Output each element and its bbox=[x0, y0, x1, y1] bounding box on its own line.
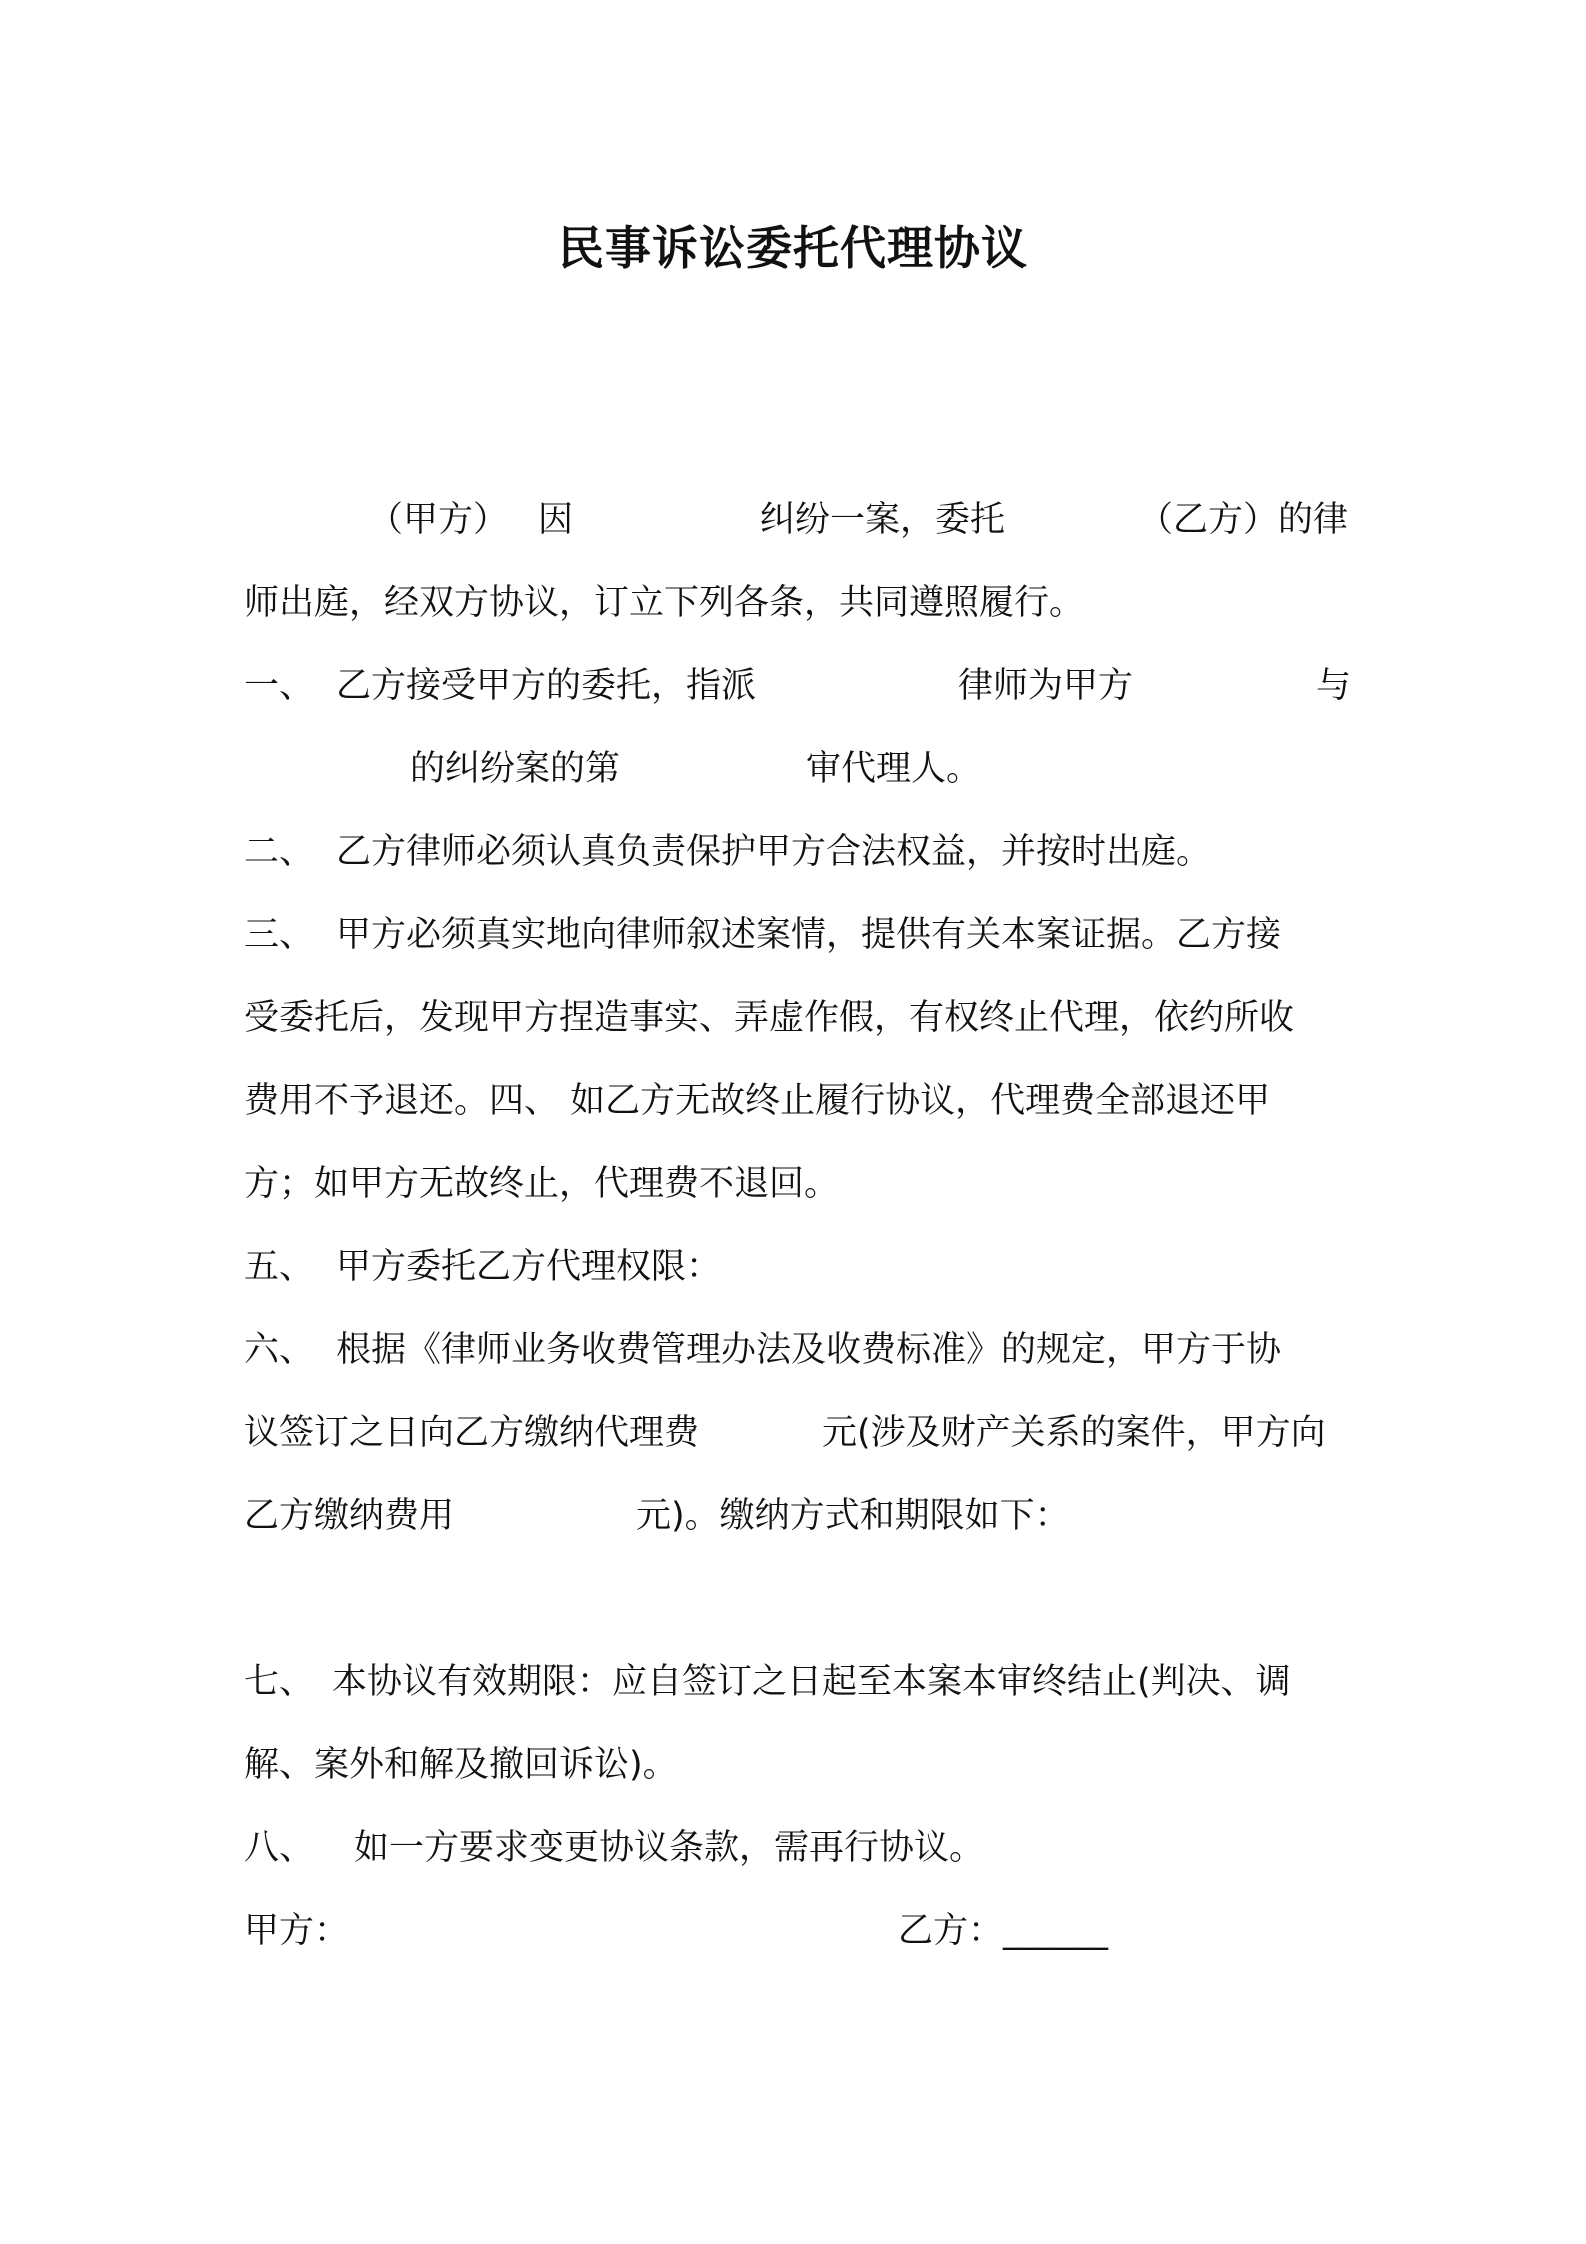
clause-1-text-e: 审代理人。 bbox=[806, 749, 982, 789]
signature-party-b: 乙方：______ bbox=[898, 1911, 1109, 1951]
clause-3-line-3: 费用不予退还。四、 如乙方无故终止履行协议，代理费全部退还甲 bbox=[244, 1081, 1271, 1121]
clause-8-number: 八、 bbox=[244, 1828, 315, 1868]
preamble-dispute-case: 纠纷一案，委托 bbox=[760, 500, 1006, 540]
preamble-party-b-lawyer: （乙方）的律 bbox=[1138, 500, 1349, 540]
clause-5-text: 甲方委托乙方代理权限： bbox=[336, 1247, 722, 1287]
clause-5-number: 五、 bbox=[244, 1247, 315, 1287]
clause-2-number: 二、 bbox=[244, 832, 315, 872]
clause-3-number: 三、 bbox=[244, 915, 315, 955]
document-title: 民事诉讼委托代理协议 bbox=[558, 221, 1028, 275]
clause-1-text-a: 乙方接受甲方的委托，指派 bbox=[336, 666, 757, 706]
clause-6-number: 六、 bbox=[244, 1330, 315, 1370]
clause-3-line-4: 方；如甲方无故终止，代理费不退回。 bbox=[244, 1164, 840, 1204]
clause-6-line-1: 根据《律师业务收费管理办法及收费标准》的规定，甲方于协 bbox=[336, 1330, 1282, 1370]
clause-1-text-d: 的纠纷案的第 bbox=[410, 749, 621, 789]
preamble-line-2: 师出庭，经双方协议，订立下列各条，共同遵照履行。 bbox=[244, 583, 1085, 623]
clause-7-line-2: 解、案外和解及撤回诉讼)。 bbox=[244, 1745, 678, 1785]
clause-1-number: 一、 bbox=[244, 666, 315, 706]
clause-7-line-1: 本协议有效期限：应自签订之日起至本案本审终结止(判决、调 bbox=[332, 1662, 1291, 1702]
signature-party-a: 甲方： bbox=[244, 1911, 350, 1951]
clause-3-line-1: 甲方必须真实地向律师叙述案情，提供有关本案证据。乙方接 bbox=[336, 915, 1282, 955]
clause-8-text: 如一方要求变更协议条款，需再行协议。 bbox=[354, 1828, 985, 1868]
preamble-party-a: （甲方） bbox=[368, 500, 509, 540]
clause-3-line-2: 受委托后，发现甲方捏造事实、弄虚作假，有权终止代理，依约所收 bbox=[244, 998, 1295, 1038]
preamble-because: 因 bbox=[538, 500, 574, 540]
clause-7-number: 七、 bbox=[244, 1662, 315, 1702]
clause-6-line-3b: 元)。缴纳方式和期限如下： bbox=[636, 1496, 1070, 1536]
clause-6-line-2a: 议签订之日向乙方缴纳代理费 bbox=[244, 1413, 700, 1453]
clause-6-line-3a: 乙方缴纳费用 bbox=[244, 1496, 455, 1536]
clause-6-line-2b: 元(涉及财产关系的案件，甲方向 bbox=[822, 1413, 1326, 1453]
clause-1-text-c: 与 bbox=[1316, 666, 1352, 706]
clause-1-text-b: 律师为甲方 bbox=[958, 666, 1134, 706]
clause-2-text: 乙方律师必须认真负责保护甲方合法权益，并按时出庭。 bbox=[336, 832, 1212, 872]
